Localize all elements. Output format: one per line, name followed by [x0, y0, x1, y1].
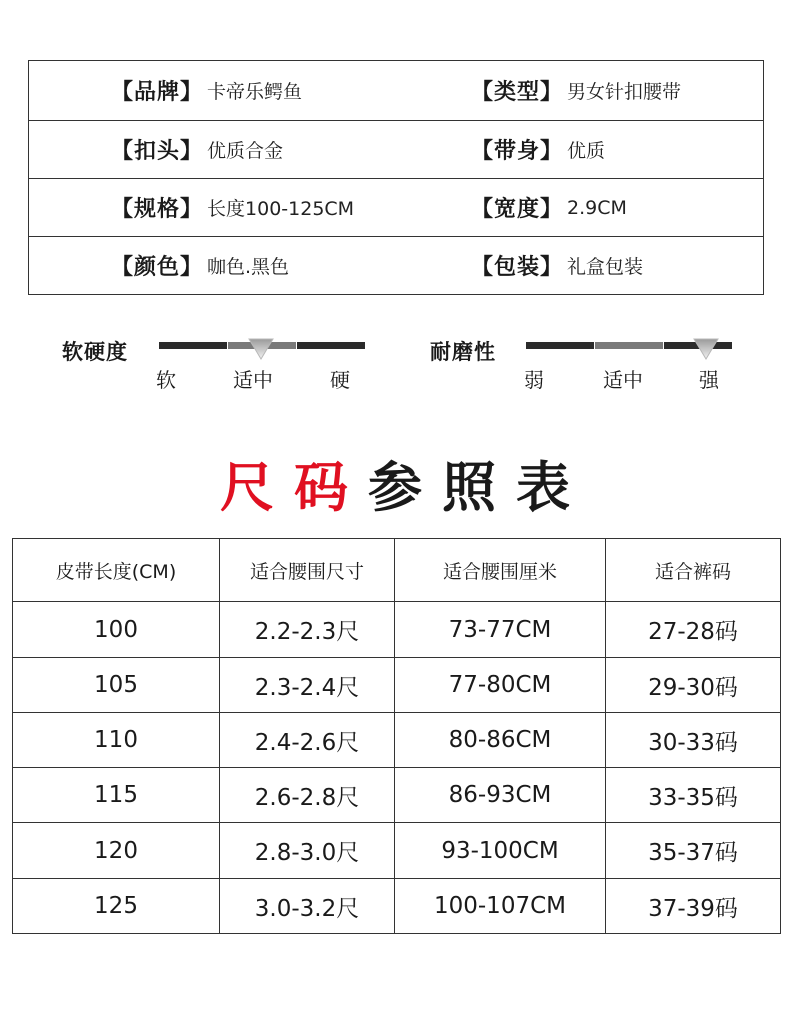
spec-value: 长度100-125CM: [207, 198, 355, 220]
size-chart-title-rest: 参照表: [368, 456, 590, 519]
spec-label: 【宽度】: [471, 197, 564, 222]
spec-label: 【带身】: [471, 139, 564, 164]
spec-cell: [111, 61, 302, 120]
spec-row: [29, 120, 763, 178]
spec-table: [28, 60, 764, 295]
spec-row: [29, 236, 763, 294]
spec-value: 卡帝乐鳄鱼: [207, 81, 303, 103]
durability-scale-title: 耐磨性: [430, 340, 496, 364]
table-cell: 30-33码: [606, 713, 781, 768]
scale-tick-label: 适中: [603, 368, 643, 392]
spec-value: 男女针扣腰带: [567, 81, 682, 103]
size-chart-table: [12, 538, 781, 934]
hardness-scale: [62, 330, 382, 400]
table-row: [13, 823, 781, 879]
table-cell: 2.3-2.4尺: [220, 658, 395, 713]
table-cell: 100: [13, 602, 220, 658]
spec-cell: [471, 237, 643, 294]
table-cell: 2.8-3.0尺: [220, 823, 395, 879]
table-cell: 3.0-3.2尺: [220, 879, 395, 934]
scale-tick-label: 硬: [330, 368, 350, 392]
spec-cell: [471, 179, 627, 236]
table-cell: 29-30码: [606, 658, 781, 713]
table-row: [13, 658, 781, 713]
spec-row: [29, 61, 763, 120]
spec-label: 【颜色】: [111, 255, 204, 280]
table-row: [13, 879, 781, 934]
spec-label: 【包装】: [471, 255, 564, 280]
table-cell: 86-93CM: [395, 768, 606, 823]
table-cell: 120: [13, 823, 220, 879]
table-cell: 110: [13, 713, 220, 768]
table-cell: 33-35码: [606, 768, 781, 823]
table-cell: 115: [13, 768, 220, 823]
level-marker-icon: [248, 338, 274, 360]
table-header-row: [13, 539, 781, 602]
table-cell: 125: [13, 879, 220, 934]
scale-bar-segment: [595, 342, 663, 349]
spec-label: 【品牌】: [111, 80, 204, 105]
scale-bar-segment: [526, 342, 594, 349]
table-cell: 2.6-2.8尺: [220, 768, 395, 823]
table-cell: 77-80CM: [395, 658, 606, 713]
column-header: 适合腰围尺寸: [220, 539, 395, 602]
hardness-scale-title: 软硬度: [62, 340, 128, 364]
spec-value: 2.9CM: [567, 196, 627, 219]
table-row: [13, 713, 781, 768]
level-marker-icon: [693, 338, 719, 360]
spec-label: 【类型】: [471, 80, 564, 105]
spec-cell: [111, 179, 354, 236]
column-header: 适合裤码: [606, 539, 781, 602]
size-chart-title: [0, 445, 790, 522]
scale-tick-label: 弱: [524, 368, 544, 392]
spec-label: 【扣头】: [111, 139, 204, 164]
spec-value: 优质: [567, 140, 606, 162]
table-row: [13, 768, 781, 823]
size-chart-title-accent: 尺码: [220, 456, 368, 519]
column-header: 皮带长度(CM): [13, 539, 220, 602]
table-cell: 80-86CM: [395, 713, 606, 768]
table-row: [13, 602, 781, 658]
spec-cell: [111, 121, 283, 178]
table-cell: 37-39码: [606, 879, 781, 934]
spec-row: [29, 178, 763, 236]
spec-cell: [471, 61, 681, 120]
durability-scale: [430, 330, 750, 400]
column-header: 适合腰围厘米: [395, 539, 606, 602]
scale-tick-label: 软: [156, 368, 176, 392]
scale-bar-segment: [297, 342, 365, 349]
table-cell: 2.2-2.3尺: [220, 602, 395, 658]
spec-cell: [111, 237, 289, 294]
table-cell: 93-100CM: [395, 823, 606, 879]
scale-tick-label: 强: [699, 368, 719, 392]
scale-bar-segment: [159, 342, 227, 349]
spec-value: 优质合金: [207, 140, 284, 162]
spec-value: 咖色.黑色: [207, 256, 290, 278]
table-cell: 2.4-2.6尺: [220, 713, 395, 768]
table-cell: 73-77CM: [395, 602, 606, 658]
table-cell: 27-28码: [606, 602, 781, 658]
spec-cell: [471, 121, 605, 178]
table-cell: 100-107CM: [395, 879, 606, 934]
spec-label: 【规格】: [111, 197, 204, 222]
table-cell: 105: [13, 658, 220, 713]
scale-tick-label: 适中: [233, 368, 273, 392]
table-cell: 35-37码: [606, 823, 781, 879]
spec-value: 礼盒包装: [567, 256, 644, 278]
